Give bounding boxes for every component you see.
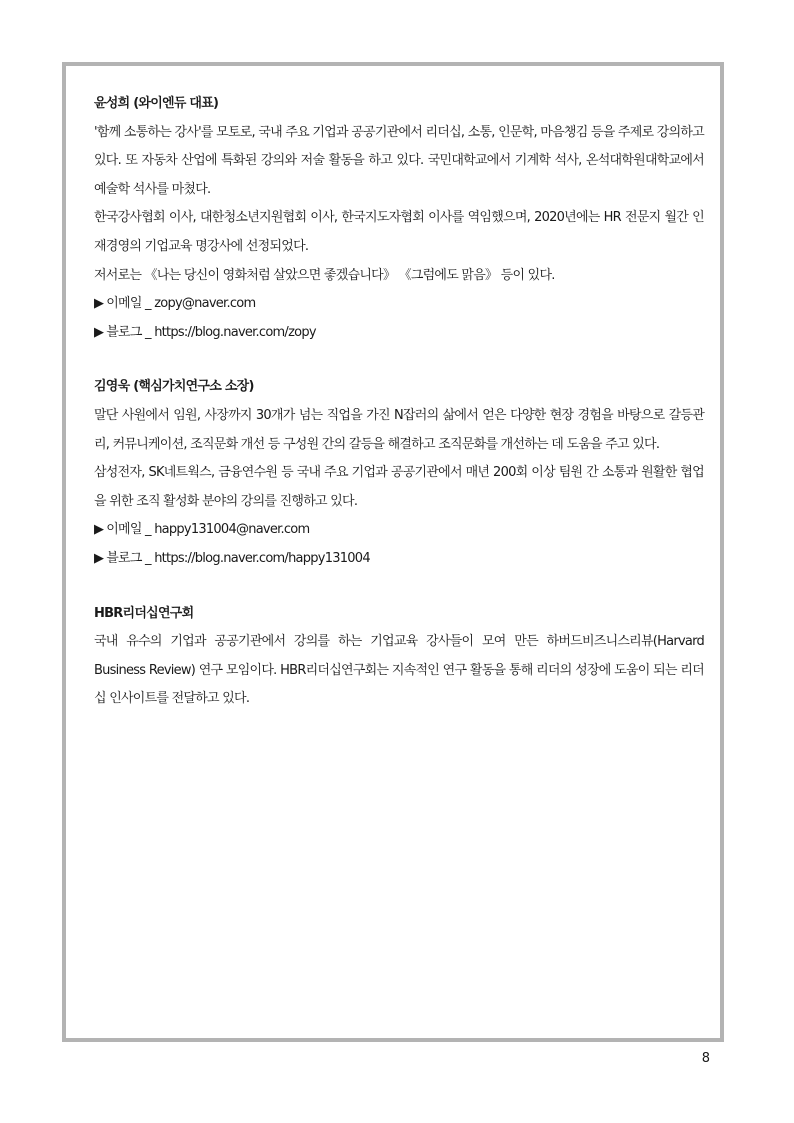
blog-line <box>94 319 704 348</box>
arrow-right-icon: ▶ <box>94 522 104 538</box>
arrow-right-icon: ▶ <box>94 550 104 566</box>
page-number: 8 <box>701 1051 710 1066</box>
author-bio-kim <box>94 373 704 573</box>
group-heading: HBR리더십연구회 <box>94 605 194 621</box>
bio-paragraph: 저서로는 《나는 당신이 영화처럼 살았으면 좋겠습니다》 《그럼에도 맑음》 등이 있다. <box>94 267 555 283</box>
group-bio-hbr <box>94 600 704 714</box>
arrow-right-icon: ▶ <box>94 324 104 340</box>
author-bio-yun <box>94 90 704 347</box>
author-bios <box>94 90 704 714</box>
bio-paragraph: '함께 소통하는 강사'를 모토로, 국내 주요 기업과 공공기관에서 리더십, 소통, 인문학, 마음챙김 등을 주제로 강의하고 있다. 또 자동차 산업에 특화된 강의와 저술 활동을 하고 있다. 국민대학교에서 기계학 석사, 온석대학원대학교에서 예술학 석사를 마쳤다. <box>94 124 704 197</box>
blog-link[interactable]: 블로그 _ https://blog.naver.com/happy131004 <box>106 550 370 566</box>
email-line <box>94 290 704 319</box>
email-link[interactable]: 이메일 _ zopy@naver.com <box>106 296 256 312</box>
author-heading: 김영욱 (핵심가치연구소 소장) <box>94 379 254 395</box>
bio-paragraph: 삼성전자, SK네트웍스, 금융연수원 등 국내 주요 기업과 공공기관에서 매년 200회 이상 팀원 간 소통과 원활한 협업을 위한 조직 활성화 분야의 강의를 진행하고 있다. <box>94 465 704 509</box>
blog-line <box>94 545 704 574</box>
bio-paragraph: 한국강사협회 이사, 대한청소년지원협회 이사, 한국지도자협회 이사를 역임했으며, 2020년에는 HR 전문지 월간 인재경영의 기업교육 명강사에 선정되었다. <box>94 210 704 254</box>
blog-link[interactable]: 블로그 _ https://blog.naver.com/zopy <box>106 324 316 340</box>
email-link[interactable]: 이메일 _ happy131004@naver.com <box>106 522 310 538</box>
bio-paragraph: 국내 유수의 기업과 공공기관에서 강의를 하는 기업교육 강사들이 모여 만든 하버드비즈니스리뷰(Harvard Business Review) 연구 모임이다. HBR리더십연구회는 지속적인 연구 활동을 통해 리더의 성장에 도움이 되는 리더십 인사이트를 전달하고 있다. <box>94 634 704 707</box>
author-heading: 윤성희 (와이엔듀 대표) <box>94 96 219 111</box>
email-line <box>94 516 704 545</box>
arrow-right-icon: ▶ <box>94 296 104 312</box>
bio-paragraph: 말단 사원에서 임원, 사장까지 30개가 넘는 직업을 가진 N잡러의 삶에서 얻은 다양한 현장 경험을 바탕으로 갈등관리, 커뮤니케이션, 조직문화 개선 등 구성원 간의 갈등을 해결하고 조직문화를 개선하는 데 도움을 주고 있다. <box>94 407 704 452</box>
